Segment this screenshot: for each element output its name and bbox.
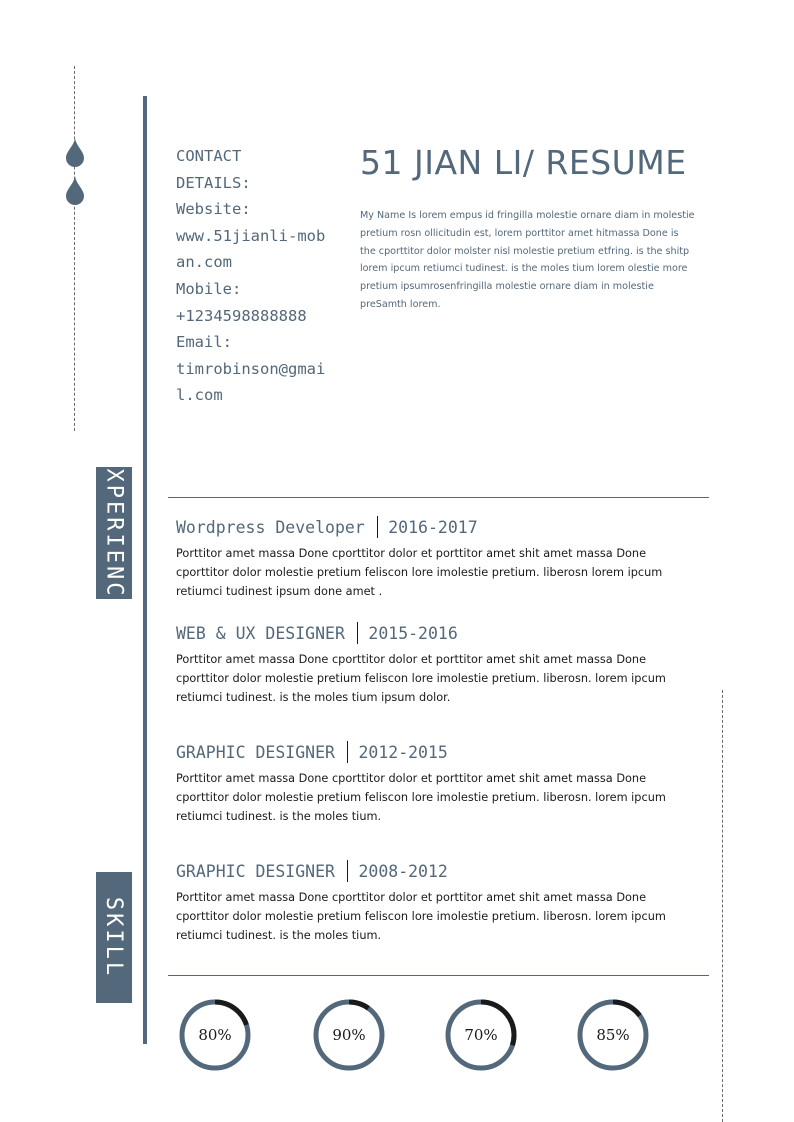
- job-role: Wordpress Developer: [176, 517, 365, 537]
- mobile-label: Mobile:: [176, 279, 242, 298]
- skill-percent-label: 90%: [332, 1026, 366, 1044]
- resume-title: 51 JIAN LI/ RESUME: [360, 143, 687, 182]
- experience-entry: [176, 621, 696, 707]
- job-years: 2015-2016: [368, 623, 458, 643]
- experience-entry-header: [176, 621, 696, 645]
- experience-tab: [96, 451, 132, 615]
- experience-entry: [176, 515, 696, 601]
- header-separator: [377, 516, 379, 538]
- contact-details: [176, 143, 326, 409]
- skill-percent-label: 70%: [464, 1026, 498, 1044]
- mobile-value: +1234598888888: [176, 306, 307, 325]
- job-description: Porttitor amet massa Done cporttitor dolor et porttitor amet shit amet massa Done cporttitor dolor molestie pretium feliscon lore imolestie pretium. liberosn. lorem ipcum retiumci tudinest. is the moles tium.: [176, 891, 666, 942]
- job-years: 2012-2015: [358, 742, 448, 762]
- drop-icon: [65, 137, 85, 167]
- website-label: Website:: [176, 200, 251, 219]
- job-years: 2016-2017: [388, 517, 478, 537]
- skill-ring: [445, 999, 517, 1071]
- job-years: 2008-2012: [358, 861, 448, 881]
- job-description: Porttitor amet massa Done cporttitor dolor et porttitor amet shit amet massa Done cporttitor dolor molestie pretium feliscon lore imolestie pretium. liberosn. lorem ipcum retiumci tudinest. is the moles tium.: [176, 772, 666, 823]
- drop-icon: [65, 175, 85, 205]
- skill-tab-label: SKILL: [101, 896, 127, 979]
- intro-paragraph: My Name Is lorem empus id fringilla molestie ornare diam in molestie pretium rosn ollicitudin est, lorem porttitor amet hitmassa Done is the cporttitor dolor molster nisl molestie pretium etfring. is the shitp lorem ipcum retiumci tudinest. is the moles tium lorem olestie more pretium ipsumrosenfringilla molestie ornare diam in molestie preSamth lorem.: [360, 210, 695, 310]
- experience-entry: [176, 740, 696, 826]
- left-dashed-line: [74, 66, 75, 431]
- skill-tab: [96, 872, 132, 1003]
- skill-percent-label: 80%: [198, 1026, 232, 1044]
- email-label: Email:: [176, 333, 232, 352]
- skill-ring: [577, 999, 649, 1071]
- skill-percent-label: 85%: [596, 1026, 630, 1044]
- contact-heading-line2: DETAILS:: [176, 173, 251, 192]
- timeline-bar: [143, 96, 147, 1044]
- header-separator: [357, 622, 359, 644]
- job-description: Porttitor amet massa Done cporttitor dolor et porttitor amet shit amet massa Done cporttitor dolor molestie pretium feliscon lore imolestie pretium. liberosn. lorem ipcum retiumci tudinest. is the moles tium ipsum dolor.: [176, 653, 666, 704]
- right-dashed-line: [722, 690, 723, 1122]
- experience-entry-header: [176, 740, 696, 764]
- job-description: Porttitor amet massa Done cporttitor dolor et porttitor amet shit amet massa Done cporttitor dolor molestie pretium feliscon lore imolestie pretium. liberosn lorem ipcum retiumci tudinest ipsum done amet .: [176, 547, 663, 598]
- skill-ring: [179, 999, 251, 1071]
- experience-divider: [168, 497, 709, 498]
- job-role: GRAPHIC DESIGNER: [176, 861, 335, 881]
- email-value[interactable]: timrobinson@gmail.com: [176, 359, 326, 405]
- header-separator: [347, 741, 349, 763]
- header-separator: [347, 860, 349, 882]
- job-role: WEB & UX DESIGNER: [176, 623, 345, 643]
- contact-heading-line1: CONTACT: [176, 147, 242, 165]
- job-role: GRAPHIC DESIGNER: [176, 742, 335, 762]
- experience-entry: [176, 859, 696, 945]
- experience-entry-header: [176, 859, 696, 883]
- experience-tab-label: EXPERIENCE: [101, 451, 127, 615]
- website-value[interactable]: www.51jianli-moban.com: [176, 226, 326, 272]
- skills-divider: [168, 975, 709, 976]
- skill-ring: [313, 999, 385, 1071]
- experience-entry-header: [176, 515, 696, 539]
